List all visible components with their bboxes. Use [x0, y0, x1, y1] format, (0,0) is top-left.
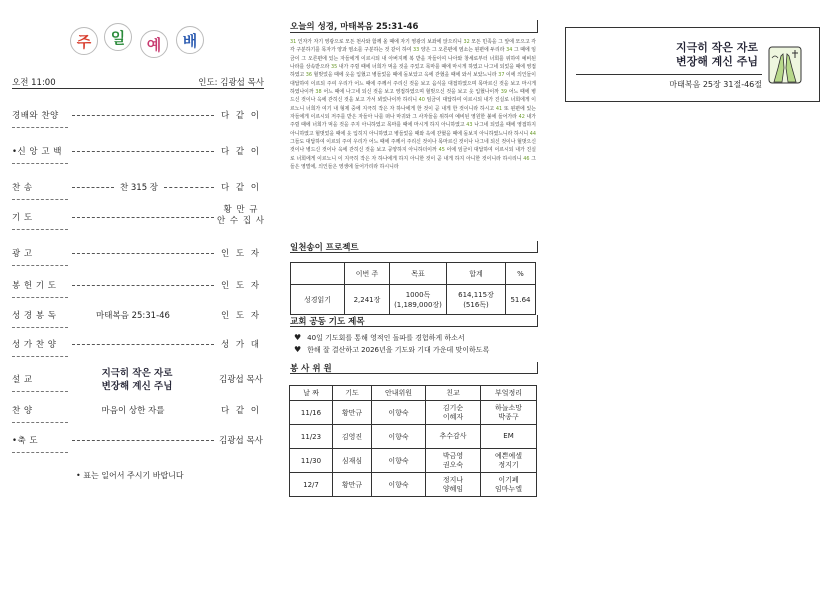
order-row — [12, 181, 264, 195]
table-cell: 614,115장 (516독) — [447, 285, 506, 315]
leader-dots — [72, 253, 214, 254]
table-cell: 정지나 양혜임 — [426, 473, 481, 497]
leader-dots — [72, 115, 214, 116]
divider — [537, 315, 538, 326]
table-cell: 예쁜예셀 정지기 — [481, 449, 537, 473]
table-cell: 이향숙 — [372, 473, 426, 497]
order-item-name: 봉 헌 기 도 — [12, 281, 57, 291]
verse-text: 헐벗었을 때에 옷을 입혔고 병들었을 때에 돌보았고 옥에 갇혔을 때에 와서 보았느니라 — [313, 72, 497, 79]
order-item-leader: 성 가 대 — [220, 340, 262, 350]
table-row — [290, 449, 537, 473]
order-item-leader: 황 만 규 안 수 집 사 — [217, 205, 265, 226]
order-item-detail: 찬 315 장 — [119, 183, 159, 193]
verse-number: 41 — [495, 105, 503, 112]
project-header: 일천송이 프로젝트 — [290, 243, 359, 253]
table-header: % — [506, 263, 536, 285]
verse-number: 32 — [463, 39, 470, 45]
order-row — [12, 205, 265, 226]
table-cell: 성경읽기 — [291, 285, 345, 315]
underline — [12, 229, 68, 230]
order-item-leader: 인 도 자 — [220, 281, 262, 291]
order-item-name: 경배와 찬양 — [12, 111, 59, 121]
table-cell: 51.64 — [506, 285, 536, 315]
table-cell: 추수감사 — [426, 425, 481, 449]
verse-number: 38 — [315, 89, 322, 96]
table-cell: 2,241장 — [345, 285, 390, 315]
verse-number: 37 — [498, 72, 505, 79]
divider — [12, 88, 264, 89]
table-cell: 이기폐 임마누엘 — [481, 473, 537, 497]
order-item-name: •신 앙 고 백 — [12, 147, 62, 157]
order-item-leader: 인 도 자 — [220, 249, 262, 259]
divider — [290, 373, 538, 374]
underline — [12, 452, 68, 453]
verse-text: 임금이 대답하여 이르시되 내가 진실로 너희에게 이르노니 너희가 여기 내 형제 중에 지극히 작은 자 하나에게 한 것이 곧 내게 한 것이니라 하시고 — [290, 97, 536, 112]
divider — [290, 32, 538, 33]
table-cell: 김영진 — [333, 425, 372, 449]
verse-number: 42 — [518, 114, 525, 121]
order-row — [12, 145, 264, 159]
verse-text: 내가 주릴 때에 너희가 먹을 것을 주었고 목마를 때에 마시게 하였고 나그네 되었을 때에 영접하였고 — [290, 64, 537, 79]
prayer-item: ♥ 한해 잘 결산하고 2026년을 기도와 기대 가운데 맞이하도록 — [294, 345, 490, 354]
order-item-detail: 마음이 상한 자를 — [101, 406, 165, 416]
verse-text: 이에 임금이 대답하여 이르시되 내가 진실로 너희에게 이르노니 이 지극히 작은 자 하나에게 하지 아니한 것이 곧 내게 하지 아니한 것이니라 하시리니 — [290, 147, 536, 162]
order-row — [12, 279, 264, 293]
divider — [537, 20, 538, 32]
table-header: 안내위원 — [372, 386, 426, 401]
table-header: 부엌정리 — [481, 386, 537, 401]
underline — [12, 127, 68, 128]
table-header: 날 짜 — [290, 386, 333, 401]
verse-text: 인자가 자기 영광으로 모든 천사와 함께 올 때에 자기 영광의 보좌에 앉으리니 — [297, 39, 462, 45]
underline — [12, 327, 68, 328]
order-row — [12, 338, 264, 352]
table-cell: 이향숙 — [372, 425, 426, 449]
verse-text: 나그네 되었을 때에 영접하지 아니하였고 헐벗었을 때에 옷 입히지 아니하였고 병들었을 때와 옥에 갇혔을 때에 돌보지 아니하였느니라 하시니 — [290, 122, 537, 137]
verse-number: 35 — [331, 64, 338, 71]
heart-icon: ♥ — [294, 333, 302, 342]
order-item-leader: 다 같 이 — [220, 111, 262, 121]
order-item-name: 기 도 — [12, 213, 33, 223]
reading-header: 오늘의 성경, 마태복음 25:31-46 — [290, 22, 419, 32]
order-item-leader: 김광섭 목사 — [219, 375, 263, 385]
table-header: 기도 — [333, 386, 372, 401]
order-item-leader: 인 도 자 — [220, 311, 262, 321]
sermon-title: 지극히 작은 자로 변장해 계신 주님 — [101, 368, 173, 392]
verse-number: 46 — [523, 155, 530, 162]
underline — [12, 265, 68, 266]
praying-hands-icon — [768, 46, 802, 84]
title-char: 일 — [104, 23, 132, 51]
divider — [290, 326, 538, 327]
order-item-name: 찬 양 — [12, 406, 33, 416]
verse-number: 45 — [438, 147, 445, 154]
order-item-name: 성 가 찬 양 — [12, 340, 57, 350]
underline — [12, 297, 68, 298]
order-row — [12, 109, 264, 123]
divider — [290, 252, 538, 253]
standing-note: • 표는 일어서 주시기 바랍니다 — [76, 471, 184, 480]
service-time: 오전 11:00 — [12, 78, 56, 88]
title-char: 예 — [140, 30, 168, 58]
table-header: 목표 — [390, 263, 447, 285]
order-item-name: 성 경 봉 독 — [12, 311, 57, 321]
order-item-leader: 다 같 이 — [220, 406, 262, 416]
verse-number: 31 — [290, 39, 297, 45]
table-header: 이번 주 — [345, 263, 390, 285]
order-row — [12, 247, 264, 261]
cover-reference: 마태복음 25장 31절-46절 — [669, 80, 762, 89]
table-cell: EM — [481, 425, 537, 449]
table-cell: 이향숙 — [372, 449, 426, 473]
underline — [12, 391, 68, 392]
table-cell: 11/30 — [290, 449, 333, 473]
table-cell: 이향숙 — [372, 401, 426, 425]
verse-text: 어느 때에 병드신 것이나 옥에 갇히신 것을 보고 가서 뵈었나이까 하리니 — [290, 89, 537, 104]
underline — [12, 163, 68, 164]
order-item-leader: 김광섭 목사 — [219, 436, 263, 446]
leader-dots — [164, 187, 214, 188]
table-cell: 김기순 이혜자 — [426, 401, 481, 425]
order-item-name: 찬 송 — [12, 183, 33, 193]
heart-icon: ♥ — [294, 345, 302, 354]
divider — [576, 74, 762, 75]
table-cell: 황만규 — [333, 473, 372, 497]
service-info — [12, 76, 264, 88]
verse-number: 44 — [529, 130, 536, 137]
order-item-detail: 마태복음 25:31-46 — [96, 311, 170, 321]
table-cell: 심재심 — [333, 449, 372, 473]
order-row — [12, 434, 264, 448]
prayer-header: 교회 공동 기도 제목 — [290, 317, 365, 327]
verse-text: 모든 민족을 그 앞에 모으고 각각 구분하기를 목자가 양과 염소를 구분하는 것 같이 하여 — [290, 39, 537, 54]
table-header: 친교 — [426, 386, 481, 401]
divider — [537, 241, 538, 252]
table-cell: 12/7 — [290, 473, 333, 497]
order-row — [12, 404, 264, 418]
verse-text: 양은 그 오른편에 염소는 왼편에 두리라 — [420, 47, 505, 54]
duty-header: 봉 사 위 원 — [290, 364, 332, 374]
order-item-leader: 다 같 이 — [220, 147, 262, 157]
table-header — [291, 263, 345, 285]
verse-text: 내가 주릴 때에 너희가 먹을 것을 주지 아니하였고 목마를 때에 마시게 하지 아니하였고 — [290, 114, 536, 129]
verse-number: 36 — [305, 72, 313, 79]
prayer-item: ♥ 40일 기도회를 통해 영적인 돌파를 경험하게 하소서 — [294, 333, 465, 342]
underline — [12, 199, 68, 200]
leader-dots — [72, 285, 214, 286]
table-row — [290, 473, 537, 497]
leader-dots — [72, 151, 214, 152]
table-header: 합계 — [447, 263, 506, 285]
leader-dots — [72, 344, 214, 345]
divider — [537, 362, 538, 373]
leader-dots — [72, 217, 214, 218]
title-char: 배 — [176, 26, 204, 54]
verse-number: 39 — [500, 89, 508, 96]
table-cell: 박금영 권오숙 — [426, 449, 481, 473]
verse-number: 43 — [466, 122, 473, 129]
verse-text: 그들도 대답하여 이르되 주여 우리가 어느 때에 주께서 주리신 것이나 목마르신 것이나 나그네 되신 것이나 헐벗으신 것이나 병드신 것이나 옥에 갇히신 것을 보고 공양하지 아니하더이까 — [290, 139, 536, 154]
verse-number: 33 — [413, 47, 420, 54]
verse-text: 또 왼편에 있는 자들에게 이르시되 저주를 받은 자들아 나를 떠나 마귀와 그 사자들을 위하여 예비된 영원한 불에 들어가라 — [290, 105, 537, 121]
order-row — [12, 309, 264, 323]
verse-text: 이에 의인들이 대답하여 이르되 주여 우리가 어느 때에 주께서 주리신 것을 보고 음식을 대접하였으며 목마르신 것을 보고 마시게 하였나이까 — [290, 72, 536, 96]
verse-number: 40 — [418, 97, 425, 104]
order-item-name: 설 교 — [12, 375, 33, 385]
leader-dots — [72, 187, 114, 188]
title-char: 주 — [70, 27, 98, 55]
cover-title: 지극히 작은 자로 변장해 계신 주님 — [675, 41, 758, 68]
verse-number: 34 — [506, 47, 513, 54]
scripture-text — [290, 38, 536, 172]
table-cell: 11/16 — [290, 401, 333, 425]
table-row — [290, 425, 537, 449]
service-leader: 인도: 김광섭 목사 — [198, 78, 264, 88]
project-table — [290, 262, 536, 315]
order-item-name: •축 도 — [12, 436, 39, 446]
table-cell: 하늘소망 박종구 — [481, 401, 537, 425]
table-cell: 1000독 (1,189,000장) — [390, 285, 447, 315]
verse-text: 어느 때에 나그네 되신 것을 보고 영접하였으며 헐벗으신 것을 보고 옷 입혔나이까 — [323, 89, 499, 96]
underline — [12, 356, 68, 357]
verse-text: 그 때에 임금이 그 오른편에 있는 자들에게 이르시되 내 아버지께 복 받을 자들이여 나아와 창세로부터 너희를 위하여 예비된 나라를 상속받으라 — [290, 47, 537, 71]
table-cell: 황만규 — [333, 401, 372, 425]
table-cell: 11/23 — [290, 425, 333, 449]
order-item-name: 광 고 — [12, 249, 33, 259]
leader-dots — [72, 440, 214, 441]
order-item-leader: 다 같 이 — [220, 183, 262, 193]
duty-table — [289, 385, 537, 497]
table-row — [290, 401, 537, 425]
underline — [12, 422, 68, 423]
verse-text: 그들은 영벌에, 의인들은 영생에 들어가리라 하시니라 — [290, 155, 536, 171]
